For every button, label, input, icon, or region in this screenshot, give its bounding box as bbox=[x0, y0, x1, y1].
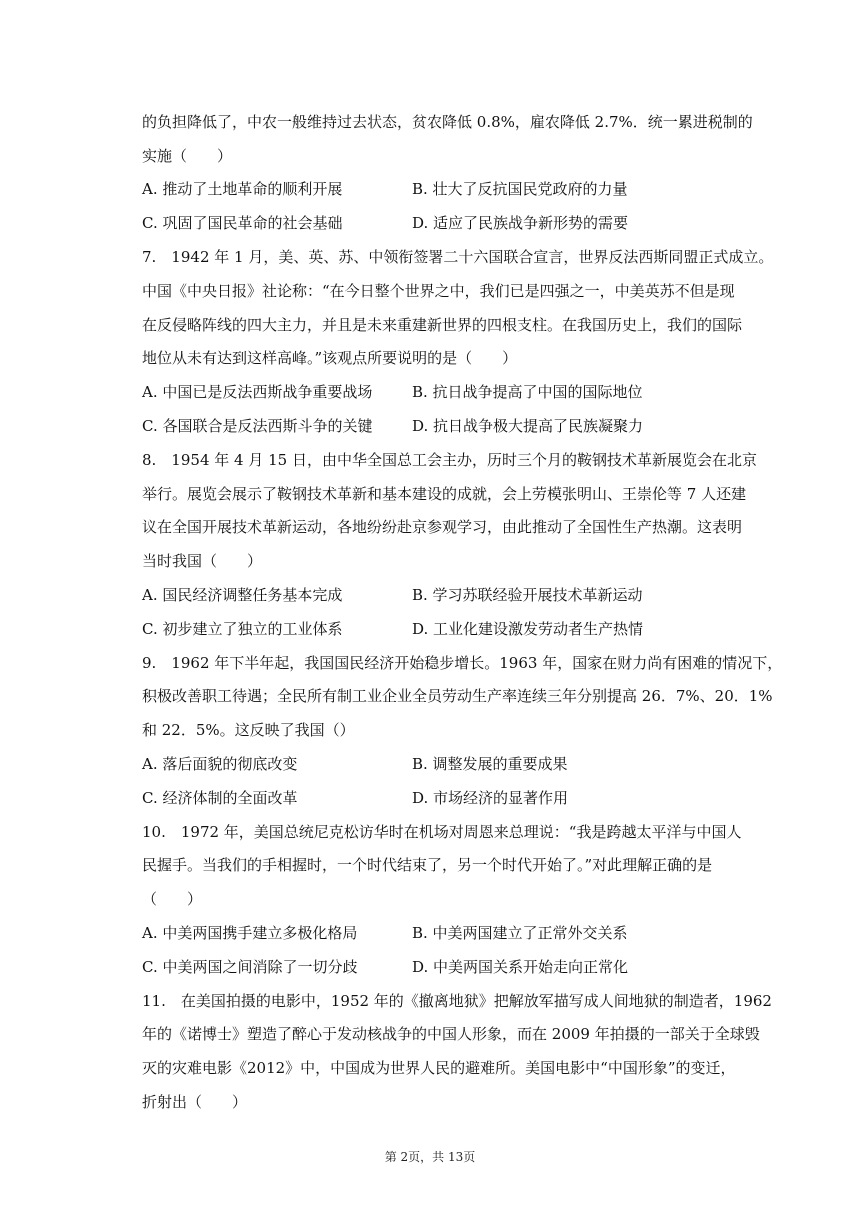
q9-stem-line-3: 和 22．5%。这反映了我国（） bbox=[142, 721, 355, 739]
q6-stem-line-2: 实施（ ） bbox=[142, 147, 233, 165]
q8-option-d: D. 工业化建设激发劳动者生产热情 bbox=[412, 620, 644, 638]
q6-option-c: C. 巩固了国民革命的社会基础 bbox=[142, 214, 343, 232]
q9-option-b: B. 调整发展的重要成果 bbox=[412, 755, 568, 773]
q7-option-a: A. 中国已是反法西斯战争重要战场 bbox=[142, 383, 373, 401]
q10-stem-line-2: 民握手。当我们的手相握时，一个时代结束了，另一个时代开始了。”对此理解正确的是 bbox=[142, 856, 713, 874]
q10-stem-line-3: （ ） bbox=[142, 890, 203, 908]
q10-option-a: A. 中美两国携手建立多极化格局 bbox=[142, 924, 358, 942]
q8-stem-line-3: 议在全国开展技术革新运动，各地纷纷赴京参观学习，由此推动了全国性生产热潮。这表明 bbox=[142, 518, 743, 536]
q6-option-b: B. 壮大了反抗国民党政府的力量 bbox=[412, 180, 628, 198]
q10-option-b: B. 中美两国建立了正常外交关系 bbox=[412, 924, 628, 942]
q8-option-c: C. 初步建立了独立的工业体系 bbox=[142, 620, 343, 638]
q9-option-d: D. 市场经济的显著作用 bbox=[412, 789, 569, 807]
q9-option-c: C. 经济体制的全面改革 bbox=[142, 789, 298, 807]
q7-option-c: C. 各国联合是反法西斯斗争的关键 bbox=[142, 417, 373, 435]
q9-stem-line-2: 积极改善职工待遇；全民所有制工业企业全员劳动生产率连续三年分别提高 26．7%、20．1% bbox=[142, 687, 773, 705]
q7-stem-line-1: 7. 1942 年 1 月，美、英、苏、中领衔签署二十六国联合宣言，世界反法西斯同盟正式成立。 bbox=[142, 248, 774, 266]
q11-stem-line-4: 折射出（ ） bbox=[142, 1093, 248, 1111]
q10-option-c: C. 中美两国之间消除了一切分歧 bbox=[142, 958, 358, 976]
q11-stem-line-1: 11. 在美国拍摄的电影中，1952 年的《撤离地狱》把解放军描写成人间地狱的制造者，1962 bbox=[142, 992, 772, 1010]
q7-stem-line-3: 在反侵略阵线的四大主力，并且是未来重建新世界的四根支柱。在我国历史上，我们的国际 bbox=[142, 316, 743, 334]
q9-stem-line-1: 9. 1962 年下半年起，我国国民经济开始稳步增长。1963 年，国家在财力尚有困难的情况下， bbox=[142, 654, 783, 672]
q11-stem-line-2: 年的《诺博士》塑造了醉心于发动核战争的中国人形象，而在 2009 年拍摄的一部关于全球毁 bbox=[142, 1025, 760, 1043]
q9-option-a: A. 落后面貌的彻底改变 bbox=[142, 755, 298, 773]
q6-option-d: D. 适应了民族战争新形势的需要 bbox=[412, 214, 629, 232]
q6-option-a: A. 推动了土地革命的顺利开展 bbox=[142, 180, 343, 198]
q6-stem-line-1: 的负担降低了，中农一般维持过去状态，贫农降低 0.8%，雇农降低 2.7%．统一累进税制的 bbox=[142, 113, 753, 131]
q8-option-b: B. 学习苏联经验开展技术革新运动 bbox=[412, 586, 643, 604]
q8-option-a: A. 国民经济调整任务基本完成 bbox=[142, 586, 343, 604]
q7-stem-line-4: 地位从未有达到这样高峰。”该观点所要说明的是（ ） bbox=[142, 349, 518, 367]
q7-stem-line-2: 中国《中央日报》社论称：“在今日整个世界之中，我们已是四强之一，中美英苏不但是现 bbox=[142, 282, 735, 300]
q11-stem-line-3: 灭的灾难电影《2012》中，中国成为世界人民的避难所。美国电影中“中国形象”的变迁， bbox=[142, 1059, 736, 1077]
q8-stem-line-2: 举行。展览会展示了鞍钢技术革新和基本建设的成就，会上劳模张明山、王崇伦等 7 人还建 bbox=[142, 485, 747, 503]
q7-option-d: D. 抗日战争极大提高了民族凝聚力 bbox=[412, 417, 644, 435]
page-footer: 第 2页，共 13页 bbox=[384, 1150, 476, 1164]
q7-option-b: B. 抗日战争提高了中国的国际地位 bbox=[412, 383, 643, 401]
q10-stem-line-1: 10. 1972 年，美国总统尼克松访华时在机场对周恩来总理说：“我是跨越太平洋与中国人 bbox=[142, 823, 742, 841]
q10-option-d: D. 中美两国关系开始走向正常化 bbox=[412, 958, 629, 976]
q8-stem-line-1: 8. 1954 年 4 月 15 日，由中华全国总工会主办，历时三个月的鞍钢技术革新展览会在北京 bbox=[142, 451, 757, 469]
q8-stem-line-4: 当时我国（ ） bbox=[142, 552, 263, 570]
